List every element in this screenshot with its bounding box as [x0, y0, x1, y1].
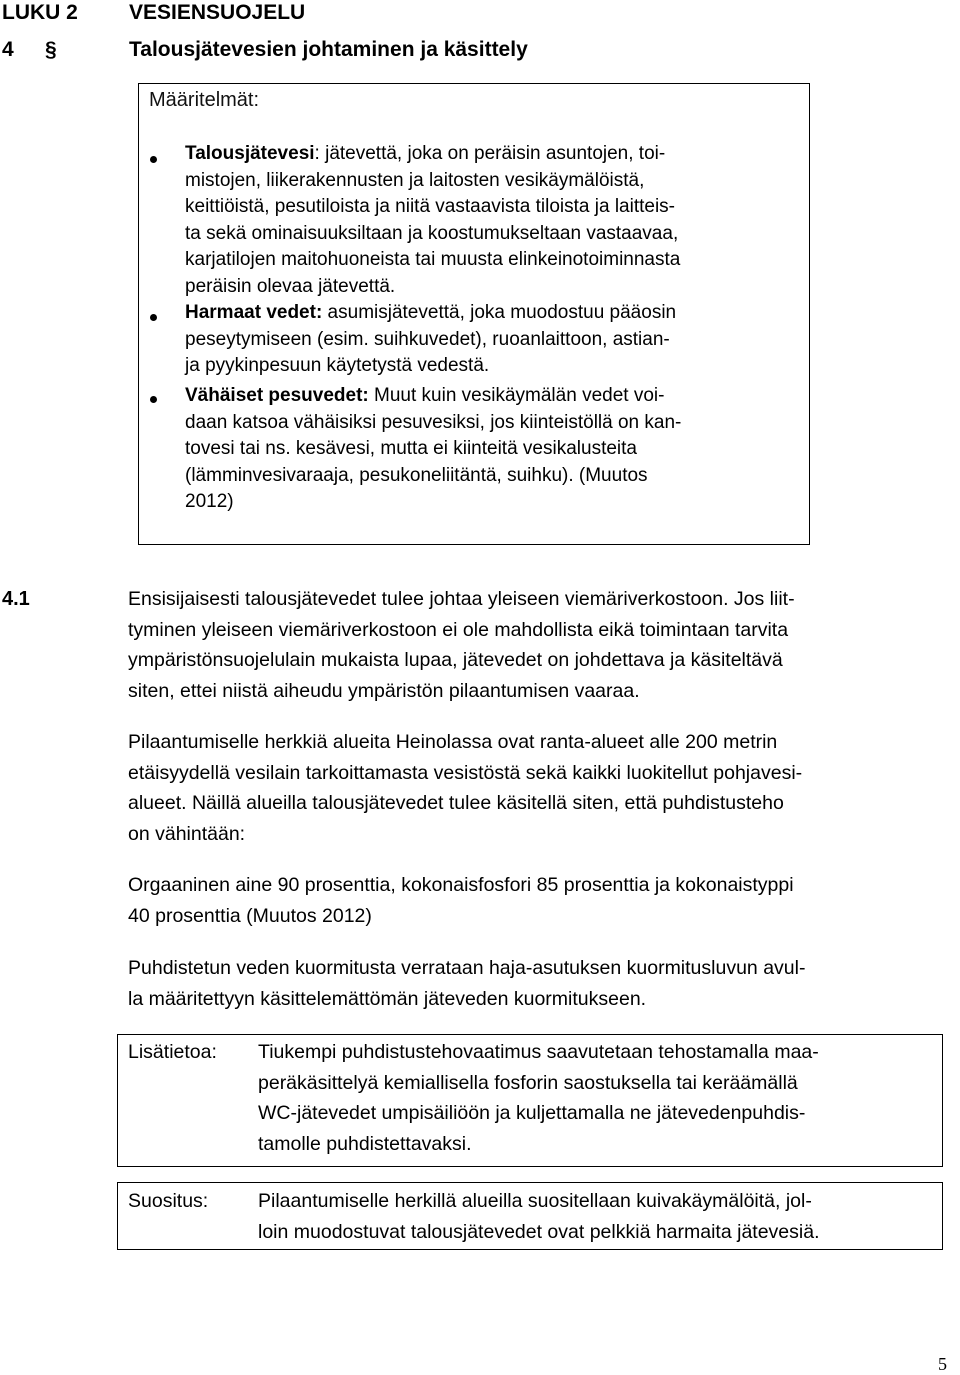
definitions-title: Määritelmät: [149, 89, 260, 111]
section-title: Talousjätevesien johtaminen ja käsittely [129, 38, 528, 61]
definition-item-harmaat-vedet [185, 300, 807, 380]
paragraph-line: 40 prosenttia (Muutos 2012) [128, 904, 372, 927]
definition-text: ta sekä ominaisuuksiltaan ja koostumukseltaan vastaavaa, [185, 222, 679, 244]
definition-text: Muut kuin vesikäymälän vedet voi- [368, 385, 665, 406]
bullet-icon [150, 156, 157, 163]
recommendation-line: Pilaantumiselle herkillä alueilla suositellaan kuivakäymälöitä, jol- [258, 1190, 812, 1212]
paragraph-sensitive-areas [128, 727, 802, 849]
chapter-label: LUKU 2 [2, 1, 78, 24]
paragraph-requirements [128, 870, 794, 931]
paragraph-line: la määritettyyn käsittelemättömän jäteveden kuormitukseen. [128, 987, 647, 1010]
paragraph-line: etäisyydellä vesilain tarkoittamasta vesistöstä sekä kaikki luokitellut pohjavesi- [128, 761, 803, 784]
definition-text: peseytymiseen (esim. suihkuvedet), ruoanlaittoon, astian- [185, 328, 670, 350]
definition-item-talousjatevesi [185, 141, 807, 300]
paragraph-load-comparison [128, 953, 805, 1014]
recommendation-line: loin muodostuvat talousjätevedet ovat pelkkiä harmaita jätevesiä. [258, 1220, 820, 1243]
paragraph-line: Orgaaninen aine 90 prosenttia, kokonaisfosfori 85 prosenttia ja kokonaistyppi [128, 874, 794, 896]
chapter-title: VESIENSUOJELU [129, 1, 306, 24]
definition-text: asumisjätevettä, joka muodostuu pääosin [322, 302, 677, 323]
definition-text: peräisin olevaa jätevettä. [185, 275, 396, 297]
definition-item-vahaiset-pesuvedet [185, 383, 807, 516]
bullet-icon [150, 314, 157, 321]
definition-text: 2012) [185, 491, 234, 512]
section-symbol: § [45, 38, 57, 61]
definition-text: tovesi tai ns. kesävesi, mutta ei kiinteitä vesikalusteita [185, 438, 637, 459]
bullet-icon [150, 396, 157, 403]
definition-text: (lämminvesivaraaja, pesukoneliitäntä, suihku). (Muutos [185, 464, 648, 486]
paragraph-line: siten, ettei niistä aiheudu ympäristön pilaantumisen vaaraa. [128, 679, 640, 702]
paragraph-line: Pilaantumiselle herkkiä alueita Heinolassa ovat ranta-alueet alle 200 metrin [128, 731, 778, 753]
info-line: Tiukempi puhdistustehovaatimus saavutetaan tehostamalla maa- [258, 1041, 819, 1063]
paragraph-line: on vähintään: [128, 822, 246, 845]
subsection-number: 4.1 [2, 588, 30, 610]
definition-text: daan katsoa vähäisiksi pesuvesiksi, jos kiinteistöllä on kan- [185, 411, 682, 433]
definition-text: : jätevettä, joka on peräisin asuntojen, toi- [314, 143, 666, 164]
definition-term: Talousjätevesi [185, 143, 315, 164]
paragraph-line: Ensisijaisesti talousjätevedet tulee johtaa yleiseen viemäriverkostoon. Jos liit- [128, 588, 795, 610]
paragraph-line: ympäristönsuojelulain mukaista lupaa, jätevedet on johdettava ja käsiteltävä [128, 649, 783, 671]
info-box-label: Lisätietoa: [128, 1041, 217, 1063]
section-number: 4 [2, 38, 14, 61]
page-number: 5 [938, 1354, 947, 1374]
paragraph-connection [128, 584, 795, 706]
info-line: peräkäsittelyä kemiallisella fosforin saostuksella tai keräämällä [258, 1071, 798, 1094]
definition-text: mistojen, liikerakennusten ja laitosten vesikäymälöistä, [185, 169, 645, 191]
paragraph-line: tyminen yleiseen viemäriverkostoon ei ole mahdollista eikä toimintaan tarvita [128, 618, 789, 641]
definition-text: ja pyykinpesuun käytetystä vedestä. [185, 355, 490, 376]
definition-text: keittiöistä, pesutiloista ja niitä vastaavista tiloista ja laitteis- [185, 196, 676, 217]
paragraph-line: Puhdistetun veden kuormitusta verrataan haja-asutuksen kuormitusluvun avul- [128, 957, 806, 979]
info-line: tamolle puhdistettavaksi. [258, 1132, 472, 1155]
recommendation-text [258, 1186, 820, 1247]
recommendation-label: Suositus: [128, 1190, 209, 1212]
definition-term: Harmaat vedet: [185, 302, 323, 323]
definition-text: karjatilojen maitohuoneista tai muusta elinkeinotoiminnasta [185, 249, 681, 270]
info-line: WC-jätevedet umpisäiliöön ja kuljettamalla ne jätevedenpuhdis- [258, 1102, 806, 1124]
paragraph-line: alueet. Näillä alueilla talousjätevedet tulee käsitellä siten, että puhdistusteho [128, 792, 784, 814]
definition-term: Vähäiset pesuvedet: [185, 385, 369, 406]
info-box-text [258, 1037, 819, 1159]
